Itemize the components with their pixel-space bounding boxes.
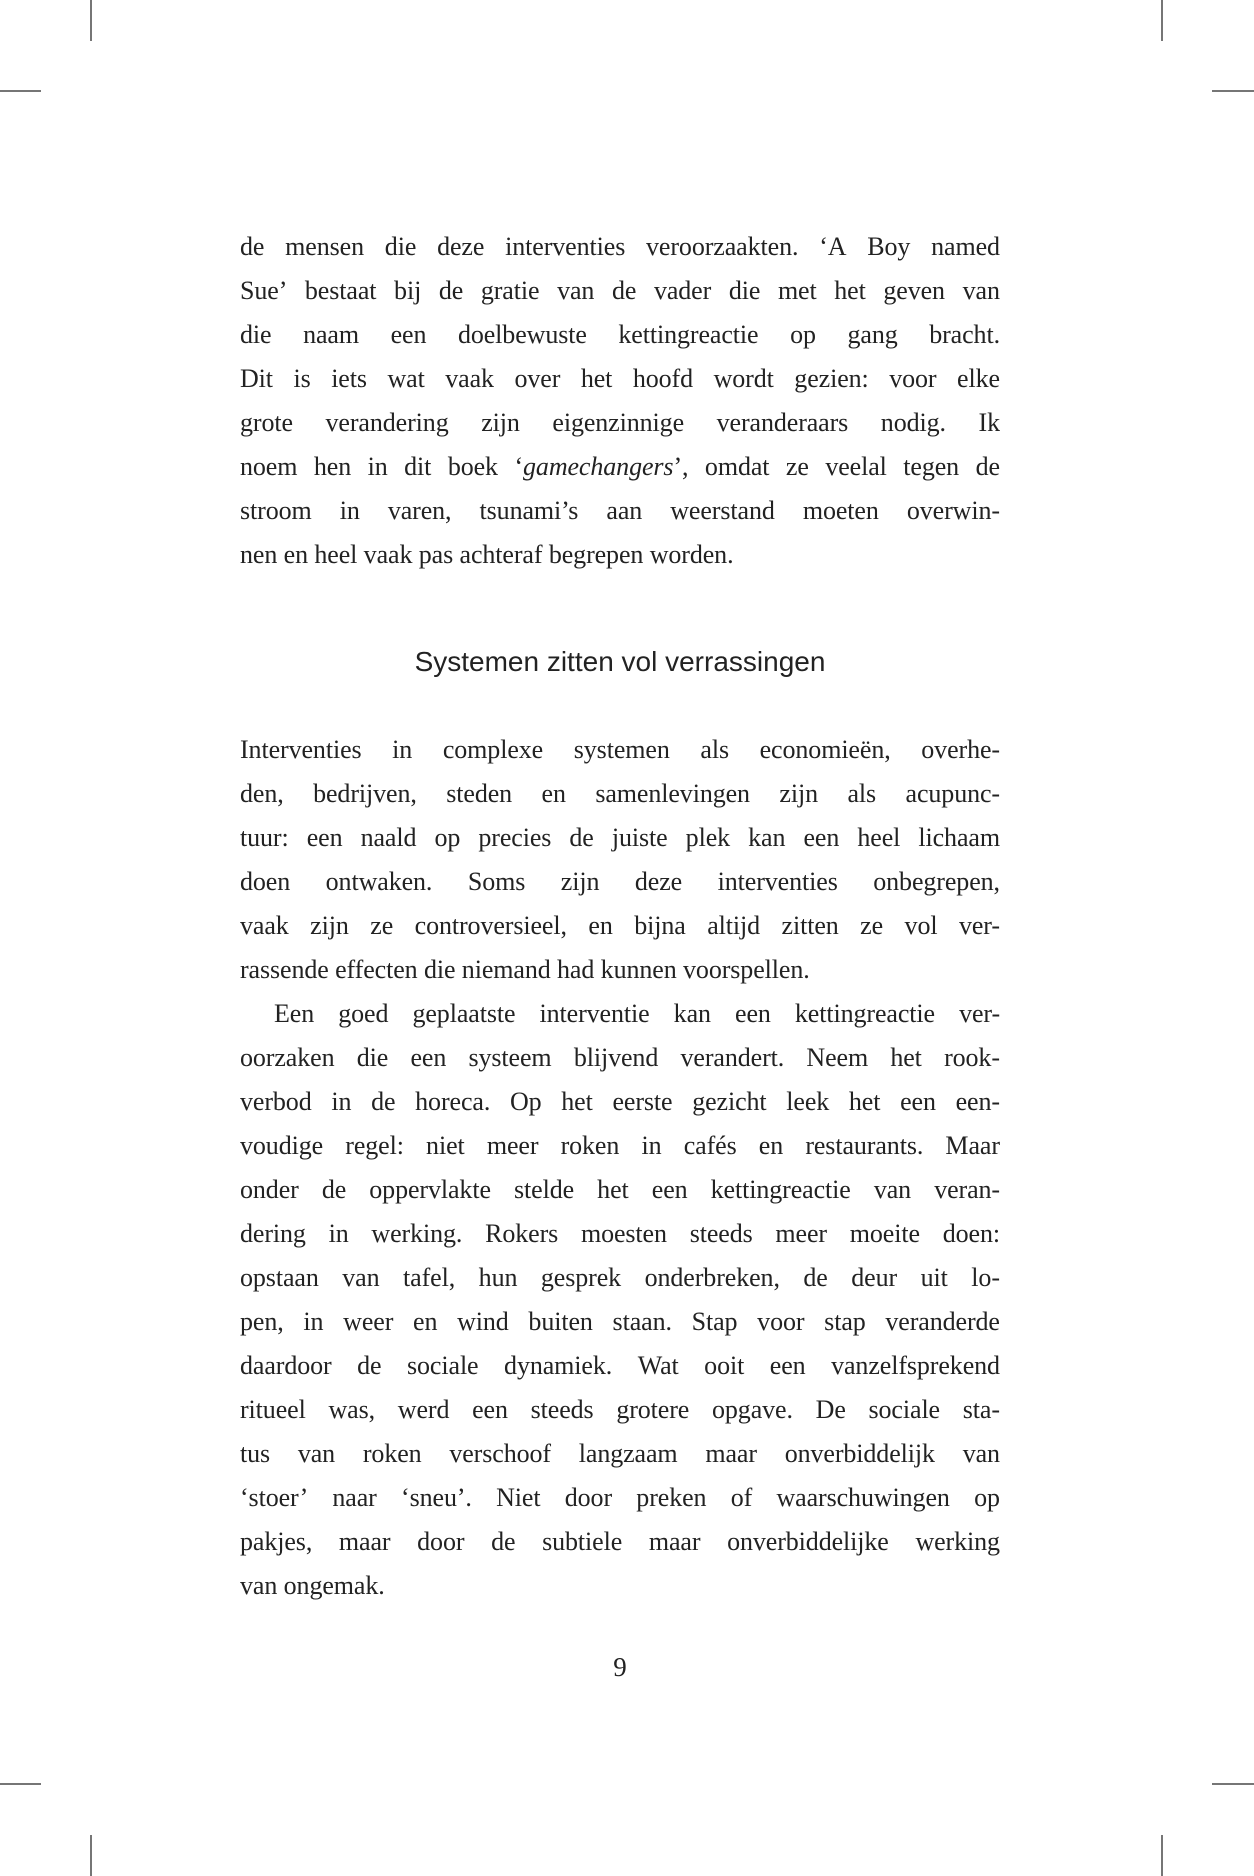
text-line: die naam een doelbewuste kettingreactie op gang bracht. — [240, 320, 1000, 349]
paragraph-1 — [240, 225, 1000, 577]
text-line: voudige regel: niet meer roken in cafés en restaurants. Maar — [240, 1131, 1000, 1160]
text-line: den, bedrijven, steden en samenlevingen zijn als acupunc- — [240, 779, 1000, 808]
text-line: verbod in de horeca. Op het eerste gezicht leek het een een- — [240, 1087, 1000, 1116]
text-line: rassende effecten die niemand had kunnen voorspellen. — [240, 955, 810, 984]
text-line: oorzaken die een systeem blijvend verandert. Neem het rook- — [240, 1043, 1000, 1072]
crop-mark-top-left-horizontal — [0, 90, 41, 92]
crop-mark-top-right-vertical — [1161, 0, 1163, 41]
text-line: dering in werking. Rokers moesten steeds meer moeite doen: — [240, 1219, 1000, 1248]
text-line: nen en heel vaak pas achteraf begrepen worden. — [240, 540, 734, 569]
text-line: Sue’ bestaat bij de gratie van de vader die met het geven van — [240, 276, 1000, 305]
text-line: van ongemak. — [240, 1571, 385, 1600]
text-line: vaak zijn ze controversieel, en bijna altijd zitten ze vol ver- — [240, 911, 1000, 940]
crop-mark-top-left-vertical — [90, 0, 92, 41]
paragraph-2 — [240, 728, 1000, 992]
text-line: stroom in varen, tsunami’s aan weerstand moeten overwin- — [240, 496, 1000, 525]
text-line: pen, in weer en wind buiten staan. Stap voor stap veranderde — [240, 1307, 1000, 1336]
text-line: de mensen die deze interventies veroorzaakten. ‘A Boy named — [240, 232, 1000, 261]
text-line: tus van roken verschoof langzaam maar onverbiddelijk van — [240, 1439, 1000, 1468]
paragraph-3 — [240, 992, 1000, 1608]
text-line: grote verandering zijn eigenzinnige veranderaars nodig. Ik — [240, 408, 1000, 437]
section-heading: Systemen zitten vol verrassingen — [414, 646, 826, 677]
page-number: 9 — [613, 1652, 627, 1682]
text-line: Een goed geplaatste interventie kan een kettingreactie ver- — [274, 999, 1000, 1028]
text-line: Dit is iets wat vaak over het hoofd wordt gezien: voor elke — [240, 364, 1000, 393]
text-line: doen ontwaken. Soms zijn deze interventies onbegrepen, — [240, 867, 1000, 896]
text-line: opstaan van tafel, hun gesprek onderbreken, de deur uit lo- — [240, 1263, 1000, 1292]
text-line: daardoor de sociale dynamiek. Wat ooit een vanzelfsprekend — [240, 1351, 1000, 1380]
crop-mark-bottom-left-vertical — [90, 1835, 92, 1876]
text-line: Interventies in complexe systemen als economieën, overhe- — [240, 735, 1000, 764]
text-column — [240, 225, 1000, 1689]
text-line: noem hen in dit boek ‘gamechangers’, omdat ze veelal tegen de — [240, 452, 1000, 481]
crop-mark-top-right-horizontal — [1212, 90, 1254, 92]
text-line: onder de oppervlakte stelde het een kettingreactie van veran- — [240, 1175, 1000, 1204]
crop-mark-bottom-right-horizontal — [1212, 1783, 1254, 1785]
text-line: ‘stoer’ naar ‘sneu’. Niet door preken of waarschuwingen op — [240, 1483, 1000, 1512]
text-line: tuur: een naald op precies de juiste plek kan een heel lichaam — [240, 823, 1000, 852]
crop-mark-bottom-left-horizontal — [0, 1783, 41, 1785]
text-line: ritueel was, werd een steeds grotere opgave. De sociale sta- — [240, 1395, 1000, 1424]
crop-mark-bottom-right-vertical — [1161, 1835, 1163, 1876]
text-line: pakjes, maar door de subtiele maar onverbiddelijke werking — [240, 1527, 1000, 1556]
